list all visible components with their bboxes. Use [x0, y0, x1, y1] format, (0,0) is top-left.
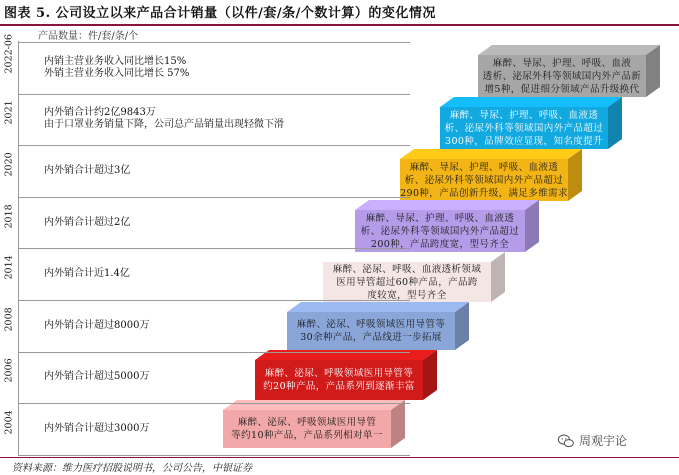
- step-description: [323, 263, 491, 302]
- step-description: [440, 109, 608, 148]
- step-description-line: 麻醉、导尿、护理、呼吸、血液: [492, 57, 632, 69]
- step-description-line: 等约10种产品，产品系列相对单一: [231, 430, 383, 441]
- row-summary: [44, 320, 149, 332]
- step-description: [478, 57, 646, 96]
- units-label: 产品数量：件/套/条/个: [38, 31, 139, 42]
- row-divider: [18, 455, 410, 456]
- step-description: [223, 416, 391, 442]
- row-summary-line: 内外销合计超过5000万: [44, 371, 150, 383]
- year-label: 2022-06: [3, 33, 15, 74]
- footer-divider: [0, 457, 679, 458]
- step-description-line: 析、泌尿外科等领域国内外产品超过: [444, 122, 604, 134]
- step-description-line: 度较宽，型号齐全: [367, 289, 447, 301]
- row-divider: [18, 145, 410, 146]
- step-description-line: 透析、泌尿外科等领域国内外产品新: [482, 70, 642, 82]
- stair-step-top: [400, 149, 582, 159]
- year-label: 2018: [3, 203, 15, 229]
- row-divider: [18, 403, 410, 404]
- stair-step-top: [440, 97, 622, 107]
- step-description: [400, 161, 568, 200]
- step-description-line: 析、泌尿外科等领域国内外产品超过: [360, 225, 520, 237]
- row-summary-line: 内外销合计超过3000万: [44, 423, 150, 434]
- watermark: [557, 432, 627, 449]
- step-description-line: 约20种产品，产品系列到逐渐丰富: [263, 381, 415, 392]
- source-note: 资料来源：维力医疗招股说明书，公司公告，中银证券: [12, 463, 252, 474]
- wechat-icon: [557, 434, 575, 448]
- row-summary-line: 内外销合计超过3亿: [44, 165, 131, 176]
- step-description: [255, 367, 423, 393]
- year-label: 2014: [3, 255, 15, 280]
- stair-step-top: [287, 302, 469, 312]
- step-description-line: 麻醉、导尿、护理、呼吸、血液透: [449, 109, 599, 121]
- step-description-line: 麻醉、泌尿、呼吸、血液透析领域: [332, 263, 482, 275]
- row-divider: [18, 42, 410, 43]
- row-summary: [44, 268, 130, 280]
- year-label: 2004: [3, 410, 15, 435]
- stair-step-top: [323, 252, 505, 262]
- step-description-line: 麻醉、泌尿、呼吸领域医用导管等: [296, 319, 446, 330]
- row-divider: [18, 248, 410, 249]
- step-description-line: 析、泌尿外科等领域国内外产品超过: [404, 174, 564, 186]
- watermark-text: 周观宇论: [579, 434, 628, 448]
- step-description-line: 麻醉、泌尿、呼吸领域医用导管等: [264, 368, 414, 379]
- row-summary-line: 外销主营业务收入同比增长 57%: [44, 67, 190, 79]
- row-summary: [44, 107, 284, 131]
- row-summary: [44, 217, 130, 229]
- step-description-line: 300种，品牌效应显现，知名度提升: [445, 135, 603, 147]
- step-description: [287, 318, 455, 344]
- row-summary: [44, 165, 130, 177]
- year-label: 2008: [3, 307, 15, 332]
- year-label: 2020: [3, 152, 15, 177]
- stair-step-top: [478, 45, 660, 55]
- year-label: 2006: [3, 358, 15, 383]
- row-summary-line: 内外销合计超过2亿: [44, 216, 131, 228]
- figure-title: 图表 5. 公司设立以来产品合计销量（以件/套/条/个数计算）的变化情况: [4, 6, 436, 21]
- row-divider: [18, 352, 410, 353]
- row-summary-line: 内销主营业务收入同比增长15%: [44, 55, 187, 67]
- row-summary: [44, 56, 189, 80]
- row-divider: [18, 197, 410, 198]
- step-description-line: 麻醉、导尿、护理、呼吸、血液透: [365, 212, 515, 224]
- step-description-line: 增5种，促进细分领域产品升级换代: [484, 83, 640, 95]
- stair-step-top: [355, 200, 539, 210]
- row-summary: [44, 423, 149, 435]
- row-divider: [18, 94, 410, 95]
- year-label: 2021: [3, 100, 15, 125]
- row-summary-line: 内外销合计超过8000万: [44, 319, 150, 331]
- row-summary-line: 内外销合计近1.4亿: [44, 268, 130, 280]
- step-description: [355, 212, 525, 251]
- step-description-line: 290种，产品创新升级，满足多维需求: [400, 187, 568, 199]
- step-description-line: 30余种产品，产品线进一步拓展: [300, 332, 442, 343]
- step-description-line: 医用导管超过60种产品，产品跨: [336, 276, 478, 288]
- step-description-line: 200种，产品跨度宽，型号齐全: [370, 238, 510, 250]
- row-summary-line: 内外销合计约2亿9843万: [44, 107, 156, 119]
- step-description-line: 麻醉、泌尿、呼吸领域医用导管: [237, 417, 377, 428]
- stair-step-top: [223, 400, 405, 410]
- step-description-line: 麻醉、导尿、护理、呼吸、血液透: [409, 161, 559, 173]
- row-summary-line: 由于口罩业务销量下降，公司总产品销量出现轻微下滑: [44, 119, 284, 131]
- row-summary: [44, 371, 149, 383]
